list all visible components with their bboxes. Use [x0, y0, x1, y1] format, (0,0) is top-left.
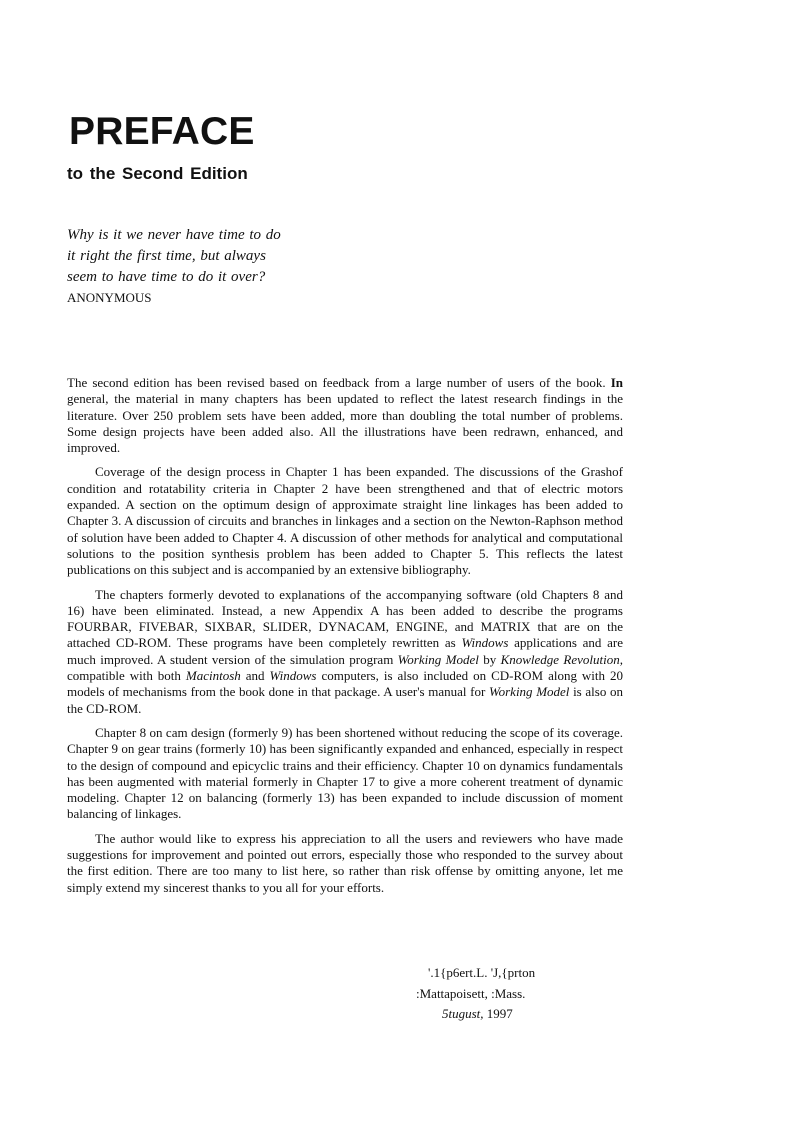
italic-term: Windows: [269, 668, 317, 684]
paragraph-text: by: [478, 651, 501, 667]
paragraph-text: applications and are much improved. A student version of the simulation program: [67, 635, 623, 667]
italic-term: Knowledge Revolution,: [500, 651, 623, 667]
signature-date: [442, 1004, 513, 1024]
paragraph-software: [67, 587, 623, 717]
paragraph-text: and: [240, 668, 270, 684]
paragraph-text: is also on the CD-ROM.: [67, 684, 623, 716]
signature-place: :Mattapoisett, :Mass.: [416, 986, 526, 1001]
page-subtitle: to the Second Edition: [67, 164, 248, 183]
paragraph-text: The chapters formerly devoted to explanations of the accompanying software (old Chapters 8 and 16) have been eliminated. Instead, a new Appendix A has been added to describe the programs FOURBAR, FIVEBAR, SIXBAR, SLIDER, DYNACAM, ENGINE, and MATRIX that are on the attached CD-ROM. These programs have been completely rewritten as: [67, 586, 623, 651]
paragraph-text: The second edition has been revised based on feedback from a large number of users of the book.: [67, 375, 611, 390]
paragraph-chapter-changes: Chapter 8 on cam design (formerly 9) has been shortened without reducing the scope of its coverage. Chapter 9 on gear trains (formerly 10) has been significantly expanded and enhanced, especially in respect to the design of compound and epicyclic trains and their efficiency. Chapter 10 on dynamics fundamentals has been augmented with material formerly in Chapter 17 to give a more coherent treatment of dynamic modeling. Chapter 12 on balancing (formerly 13) has been expanded to include discussion of moment balancing of linkages.: [67, 724, 623, 822]
paragraph-acknowledgements: The author would like to express his appreciation to all the users and reviewers who have made suggestions for improvement and pointed out errors, especially those who responded to the survey about the first edition. There are too many to list here, so rather than risk offense by omitting anyone, let me simply extend my sincerest thanks to you all for your efforts.: [67, 830, 623, 895]
paragraph-chapter-coverage: Coverage of the design process in Chapter 1 has been expanded. The discussions of the Grashof condition and rotatability criteria in Chapter 2 have been strengthened and that of electric motors expanded. A section on the optimum design of approximate straight line linkages has been added to Chapter 3. A discussion of circuits and branches in linkages and a section on the Newton-Raphson method of solution have been added to Chapter 4. A discussion of other methods for analytical and computational solutions to the position synthesis problem has been added to Chapter 5. This reflects the latest publications on this subject and is accompanied by an extensive bibliography.: [67, 464, 623, 578]
paragraph-text: general, the material in many chapters has been updated to reflect the latest research findings in the literature. Over 250 problem sets have been added, more than doubling the total number of problems. Some design projects have been added also. All the illustrations have been redrawn, enhanced, and improved.: [67, 391, 623, 456]
paragraph-revision-summary: [67, 375, 623, 456]
epigraph-author: ANONYMOUS: [67, 290, 152, 305]
signature-name: '.1{p6ert.L. 'J,{prton: [428, 965, 536, 980]
paragraph-text: compatible with both: [67, 668, 186, 684]
italic-term: Working Model: [397, 651, 479, 667]
epigraph-line: it right the first time, but always: [67, 248, 266, 264]
body-text: [67, 375, 623, 904]
epigraph-line: Why is it we never have time to do: [67, 227, 281, 243]
paragraph-text: computers, is also included on CD-ROM along with 20 models of mechanisms from the book done in that package. A user's manual for: [67, 668, 624, 700]
italic-term: Windows: [461, 635, 509, 651]
epigraph: [67, 225, 367, 306]
epigraph-line: seem to have time to do it over?: [67, 269, 266, 285]
page-title: PREFACE: [69, 110, 255, 153]
italic-term: Working Model: [488, 684, 570, 700]
signature-month: 5tugust,: [442, 1006, 484, 1021]
italic-term: Macintosh: [185, 668, 241, 684]
signature-year: 1997: [486, 1006, 513, 1021]
bold-lead-word: In: [610, 375, 623, 390]
